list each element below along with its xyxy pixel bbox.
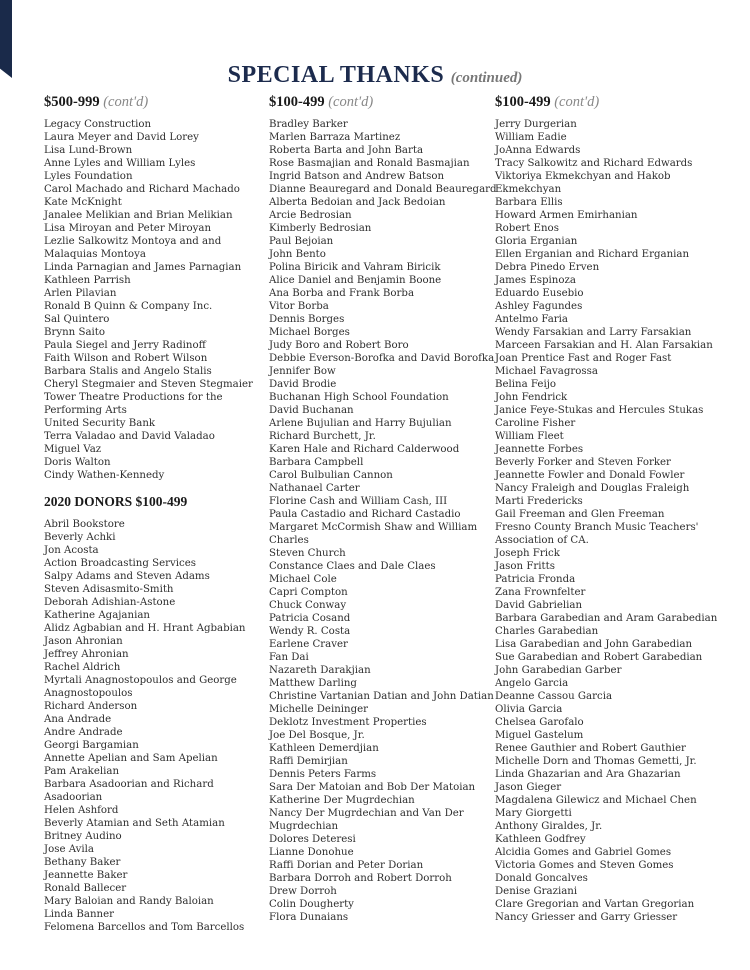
donor-name: Helen Ashford [44, 805, 119, 816]
donor-name: Jeannette Fowler and Donald Fowler [495, 470, 685, 481]
donor-name: Fan Dai [269, 652, 309, 663]
donor-name: Salpy Adams and Steven Adams [44, 571, 210, 582]
donor-name: Lezlie Salkowitz Montoya and and [44, 236, 222, 247]
donor-name: Kathleen Godfrey [495, 834, 586, 845]
donor-name: Michael Borges [269, 327, 350, 338]
donor-name: Paula Castadio and Richard Castadio [269, 509, 461, 520]
donor-name: Caroline Fisher [495, 418, 576, 429]
donor-name: Ana Borba and Frank Borba [269, 288, 415, 299]
donor-name: Robert Enos [495, 223, 559, 234]
donor-name: Constance Claes and Dale Claes [269, 561, 436, 572]
donor-name: Alberta Bedoian and Jack Bedoian [269, 197, 446, 208]
donor-name: Ronald Ballecer [44, 883, 127, 894]
donor-name: Colin Dougherty [269, 899, 354, 910]
donor-name: Rose Basmajian and Ronald Basmajian [269, 158, 470, 169]
donor-name: Chelsea Garofalo [495, 717, 584, 728]
donor-name: Kimberly Bedrosian [269, 223, 372, 234]
donor-name: Raffi Dorian and Peter Dorian [269, 860, 424, 871]
donor-name: Buchanan High School Foundation [269, 392, 449, 403]
donor-name: Alcidia Gomes and Gabriel Gomes [495, 847, 672, 858]
donor-name: Alidz Agbabian and H. Hrant Agbabian [44, 623, 246, 634]
donor-name: Abril Bookstore [44, 519, 125, 530]
donor-name: Dennis Peters Farms [269, 769, 377, 780]
donor-name: David Buchanan [269, 405, 354, 416]
donor-list [44, 118, 259, 482]
donor-name: Margaret McCormish Shaw and William [269, 522, 478, 533]
donor-name: Zana Frownfelter [495, 587, 586, 598]
donor-name: Magdalena Gilewicz and Michael Chen [495, 795, 697, 806]
donor-name: Linda Parnagian and James Parnagian [44, 262, 242, 273]
donor-name: Terra Valadao and David Valadao [44, 431, 215, 442]
donor-name: Sue Garabedian and Robert Garabedian [495, 652, 703, 663]
section-heading-suffix: (cont'd) [328, 94, 374, 110]
donor-name: Steven Church [269, 548, 346, 559]
page-title-suffix: (continued) [450, 70, 523, 87]
donor-name: Arlen Pilavian [44, 288, 117, 299]
donor-name: Charles [269, 535, 309, 546]
donor-name: Donald Goncalves [495, 873, 588, 884]
donor-name: Anthony Giraldes, Jr. [495, 821, 603, 832]
donor-name: Carol Bulbulian Cannon [269, 470, 393, 481]
donor-name: Association of CA. [495, 535, 589, 546]
donor-name: Michael Favagrossa [495, 366, 598, 377]
donor-name: Deklotz Investment Properties [269, 717, 427, 728]
section-heading-amount: $100-499 [269, 94, 325, 110]
donor-name: Fresno County Branch Music Teachers' [495, 522, 699, 533]
page-title [0, 62, 750, 89]
donor-name: Barbara Asadoorian and Richard [44, 779, 214, 790]
donor-name: Arcie Bedrosian [269, 210, 352, 221]
donor-name: Angelo Garcia [495, 678, 569, 689]
donor-name: Lisa Lund-Brown [44, 145, 133, 156]
donor-name: Beverly Forker and Steven Forker [495, 457, 671, 468]
donor-name: Wendy Farsakian and Larry Farsakian [495, 327, 692, 338]
donor-name: Denise Graziani [495, 886, 578, 897]
donor-name: Patricia Fronda [495, 574, 576, 585]
donor-name: Roberta Barta and John Barta [269, 145, 424, 156]
donor-name: Andre Andrade [44, 727, 123, 738]
donor-name: Viktoriya Ekmekchyan and Hakob [495, 171, 671, 182]
donor-column-2 [269, 92, 497, 924]
page-title-text: SPECIAL THANKS [227, 62, 445, 89]
donor-name: Polina Biricik and Vahram Biricik [269, 262, 441, 273]
donor-name: John Garabedian Garber [495, 665, 622, 676]
donor-name: Drew Dorroh [269, 886, 337, 897]
donor-name: Ingrid Batson and Andrew Batson [269, 171, 445, 182]
donor-name: Karen Hale and Richard Calderwood [269, 444, 460, 455]
donor-name: JoAnna Edwards [495, 145, 581, 156]
donor-name: Carol Machado and Richard Machado [44, 184, 240, 195]
donor-name: Victoria Gomes and Steven Gomes [495, 860, 674, 871]
donor-name: Michelle Deininger [269, 704, 369, 715]
section-heading-amount: $500-999 [44, 94, 100, 110]
section-heading-amount: 2020 DONORS $100-499 [44, 494, 188, 509]
donor-name: United Security Bank [44, 418, 156, 429]
donor-name: Anagnostopoulos [44, 688, 133, 699]
donor-name: Jeffrey Ahronian [44, 649, 129, 660]
donor-name: Jeannette Forbes [495, 444, 584, 455]
donor-name: Wendy R. Costa [269, 626, 351, 637]
donor-name: Nancy Griesser and Garry Griesser [495, 912, 678, 923]
section-heading [44, 92, 259, 112]
donor-name: Barbara Stalis and Angelo Stalis [44, 366, 212, 377]
donor-name: Ronald B Quinn & Company Inc. [44, 301, 213, 312]
donor-name: Linda Banner [44, 909, 114, 920]
donor-name: Arlene Bujulian and Harry Bujulian [269, 418, 452, 429]
donor-name: Mugrdechian [269, 821, 339, 832]
donor-name: Sal Quintero [44, 314, 110, 325]
donor-name: Marlen Barraza Martinez [269, 132, 401, 143]
donor-name: Matthew Darling [269, 678, 357, 689]
donor-name: Joseph Frick [495, 548, 560, 559]
section-heading-suffix: (cont'd) [554, 94, 600, 110]
donor-name: Michelle Dorn and Thomas Gemetti, Jr. [495, 756, 697, 767]
donor-name: Georgi Bargamian [44, 740, 139, 751]
donor-name: Dolores Deteresi [269, 834, 356, 845]
donor-name: Janice Feye-Stukas and Hercules Stukas [495, 405, 704, 416]
donor-name: Nazareth Darakjian [269, 665, 371, 676]
donor-name: Christine Vartanian Datian and John Datian [269, 691, 494, 702]
donor-name: Deanne Cassou Garcia [495, 691, 613, 702]
donor-list [44, 518, 259, 934]
donor-name: Rachel Aldrich [44, 662, 121, 673]
donor-name: Janalee Melikian and Brian Melikian [44, 210, 233, 221]
donor-name: Debra Pinedo Erven [495, 262, 600, 273]
donor-name: Brynn Saito [44, 327, 106, 338]
donor-name: Vitor Borba [269, 301, 329, 312]
donor-name: Chuck Conway [269, 600, 347, 611]
donor-column-3 [495, 92, 720, 924]
donor-name: Nancy Der Mugrdechian and Van Der [269, 808, 464, 819]
donor-name: Jason Fritts [495, 561, 555, 572]
donor-name: Nathanael Carter [269, 483, 360, 494]
donor-name: Britney Audino [44, 831, 122, 842]
donor-name: Jose Avila [44, 844, 95, 855]
donor-name: Richard Anderson [44, 701, 138, 712]
donor-name: Gail Freeman and Glen Freeman [495, 509, 665, 520]
donor-column-1 [44, 92, 259, 934]
donor-name: Capri Compton [269, 587, 348, 598]
donor-name: John Bento [269, 249, 326, 260]
donor-name: Mary Baloian and Randy Baloian [44, 896, 214, 907]
donor-name: Asadoorian [44, 792, 103, 803]
donor-name: Jason Ahronian [44, 636, 123, 647]
donor-name: Lisa Garabedian and John Garabedian [495, 639, 693, 650]
donor-name: Pam Arakelian [44, 766, 120, 777]
donor-name: Alice Daniel and Benjamin Boone [269, 275, 442, 286]
donor-name: Barbara Garabedian and Aram Garabedian [495, 613, 718, 624]
donor-name: Michael Cole [269, 574, 337, 585]
donor-name: Paula Siegel and Jerry Radinoff [44, 340, 206, 351]
donor-name: Laura Meyer and David Lorey [44, 132, 199, 143]
donor-name: Tracy Salkowitz and Richard Edwards [495, 158, 693, 169]
donor-name: Charles Garabedian [495, 626, 599, 637]
donor-name: Anne Lyles and William Lyles [44, 158, 196, 169]
donor-name: Howard Armen Emirhanian [495, 210, 638, 221]
donor-name: Gloria Erganian [495, 236, 578, 247]
donor-name: Belina Feijo [495, 379, 556, 390]
donor-name: Richard Burchett, Jr. [269, 431, 376, 442]
donor-name: Jerry Durgerian [495, 119, 577, 130]
donor-name: Patricia Cosand [269, 613, 351, 624]
donor-name: Miguel Vaz [44, 444, 102, 455]
donor-name: Annette Apelian and Sam Apelian [44, 753, 218, 764]
donor-name: Tower Theatre Productions for the [44, 392, 223, 403]
donor-name: Renee Gauthier and Robert Gauthier [495, 743, 686, 754]
donor-name: Lianne Donohue [269, 847, 354, 858]
donor-name: Sara Der Matoian and Bob Der Matoian [269, 782, 476, 793]
donor-name: Marceen Farsakian and H. Alan Farsakian [495, 340, 713, 351]
donor-name: Legacy Construction [44, 119, 152, 130]
donor-name: Barbara Ellis [495, 197, 563, 208]
donor-name: Malaquias Montoya [44, 249, 146, 260]
donor-name: Dianne Beauregard and Donald Beauregard [269, 184, 497, 195]
section-heading-amount: $100-499 [495, 94, 551, 110]
donor-name: Raffi Demirjian [269, 756, 348, 767]
donor-name: James Espinoza [495, 275, 576, 286]
donor-name: Nancy Fraleigh and Douglas Fraleigh [495, 483, 690, 494]
donor-name: William Eadie [495, 132, 567, 143]
donor-name: Cheryl Stegmaier and Steven Stegmaier [44, 379, 253, 390]
donor-name: Steven Adisasmito-Smith [44, 584, 174, 595]
donor-name: Kathleen Demerdjian [269, 743, 379, 754]
donor-name: Barbara Dorroh and Robert Dorroh [269, 873, 452, 884]
donor-name: Ashley Fagundes [495, 301, 583, 312]
section-heading [495, 92, 720, 112]
donor-name: David Brodie [269, 379, 337, 390]
section-heading [269, 92, 489, 112]
donor-name: Doris Walton [44, 457, 111, 468]
donor-name: Jason Gieger [495, 782, 562, 793]
donor-name: David Gabrielian [495, 600, 583, 611]
donor-name: Bethany Baker [44, 857, 121, 868]
donor-name: Katherine Agajanian [44, 610, 150, 621]
donor-name: Paul Bejoian [269, 236, 334, 247]
donor-name: Eduardo Eusebio [495, 288, 584, 299]
donor-name: Earlene Craver [269, 639, 348, 650]
donor-name: Joe Del Bosque, Jr. [269, 730, 365, 741]
donor-name: Flora Dunaians [269, 912, 349, 923]
donor-name: Katherine Der Mugrdechian [269, 795, 415, 806]
donor-name: Deborah Adishian-Astone [44, 597, 176, 608]
donor-name: Jennifer Bow [269, 366, 336, 377]
donor-name: Debbie Everson-Borofka and David Borofka [269, 353, 495, 364]
donor-name: Ana Andrade [44, 714, 112, 725]
donor-name: Jon Acosta [44, 545, 99, 556]
section-heading-suffix: (cont'd) [103, 94, 149, 110]
donor-name: Cindy Wathen-Kennedy [44, 470, 165, 481]
donor-name: Dennis Borges [269, 314, 345, 325]
donor-name: Faith Wilson and Robert Wilson [44, 353, 208, 364]
donor-name: Kathleen Parrish [44, 275, 131, 286]
donor-name: Miguel Gastelum [495, 730, 584, 741]
donor-name: Linda Ghazarian and Ara Ghazarian [495, 769, 681, 780]
donor-name: Myrtali Anagnostopoulos and George [44, 675, 237, 686]
donor-name: Beverly Atamian and Seth Atamian [44, 818, 225, 829]
donor-name: Kate McKnight [44, 197, 122, 208]
donor-name: Barbara Campbell [269, 457, 364, 468]
donor-name: Beverly Achki [44, 532, 116, 543]
donor-name: Judy Boro and Robert Boro [269, 340, 409, 351]
donor-name: Marti Fredericks [495, 496, 583, 507]
section-heading [44, 492, 259, 512]
donor-name: Clare Gregorian and Vartan Gregorian [495, 899, 695, 910]
donor-name: Performing Arts [44, 405, 127, 416]
donor-name: Antelmo Faria [495, 314, 568, 325]
donor-name: Ekmekchyan [495, 184, 562, 195]
donor-name: Jeannette Baker [44, 870, 128, 881]
donor-name: Felomena Barcellos and Tom Barcellos [44, 922, 245, 933]
donor-list [269, 118, 497, 924]
donor-name: Ellen Erganian and Richard Erganian [495, 249, 690, 260]
donor-list [495, 118, 720, 924]
donor-name: Lisa Miroyan and Peter Miroyan [44, 223, 212, 234]
donor-name: Mary Giorgetti [495, 808, 572, 819]
donor-name: Lyles Foundation [44, 171, 133, 182]
donor-name: Action Broadcasting Services [44, 558, 196, 569]
donor-name: Bradley Barker [269, 119, 348, 130]
donor-name: Joan Prentice Fast and Roger Fast [495, 353, 672, 364]
donor-name: John Fendrick [495, 392, 568, 403]
donor-name: Florine Cash and William Cash, III [269, 496, 448, 507]
donor-name: Olivia Garcia [495, 704, 563, 715]
donor-name: William Fleet [495, 431, 564, 442]
